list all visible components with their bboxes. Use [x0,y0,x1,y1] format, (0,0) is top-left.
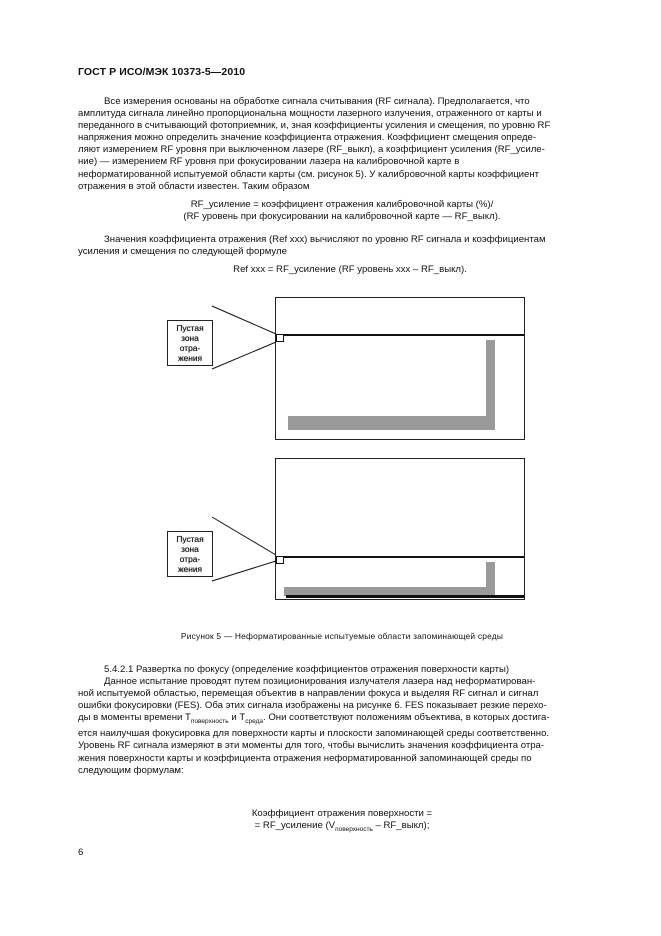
formula-line: = RF_усиление ($V_{поверхность}$ – RF_выкл); [254,820,430,833]
paragraph-line: неформатированной испытуемой области карты (см. рисунок 5). У калибровочной карты коэффициент [78,168,540,180]
paragraph-line: Значения коэффициента отражения (Ref xxx) вычисляют по уровню RF сигнала и коэффициентам [104,234,546,245]
paragraph-line: Все измерения основаны на обработке сигнала считывания (RF сигнала). Предполагается, что [104,96,530,107]
subscript: поверхность [190,718,229,726]
page-number: 6 [78,847,84,858]
paragraph-line: усиления и смещения по следующей формуле [78,246,287,258]
formula-surface-reflection [78,808,606,836]
paragraph-line: ды в моменты времени $T_{поверхность}$ и $T_{среда}$. Они соответствуют положениям объектива, в которых достига- [78,712,550,726]
formula-line: RF_усиление = коэффициент отражения калибровочной карты (%)/ [190,199,494,210]
paragraph-line: амплитуда сигнала линейно пропорциональна мощности лазерного излучения, отраженного от карты и [78,108,542,120]
paragraph-line: Данное испытание проводят путем позиционирования излучателя лазера над неформатирован- [104,676,536,688]
empty-reflection-zone-label-bottom: Пустая зона отра- жения [167,531,213,577]
paragraph-line: ошибки фокусировки (FES). Оба этих сигнала изображены на рисунке 6. FES показывает резкие перехо- [78,700,547,712]
paragraph-line: ние) — измерением RF уровня при фокусировании лазера на калибровочной карте в [78,156,460,168]
paragraph-line: ляют измерением RF уровня при выключенном лазере (RF_выкл), а коэффициент усиления (RF_усиле- [78,144,545,156]
document-header: ГОСТ Р ИСО/МЭК 10373-5—2010 [78,66,246,78]
leader-line [212,517,276,555]
leader-line [212,342,276,369]
leader-line [212,306,276,334]
formula-line: (RF уровень при фокусировании на калибровочной карте — RF_выкл). [183,211,501,223]
paragraph-line: ется наилучшая фокусировка для поверхности карты и плоскости запоминающей среды соответственно. [78,728,550,740]
figure-caption: Рисунок 5 — Неформатированные испытуемые области запоминающей среды [180,631,504,641]
section-focus-sweep [78,664,606,777]
paragraph-line: напряжения можно определить значение коэффициента отражения. Коэффициент смещения опреде- [78,132,537,144]
paragraph-line: ной испытуемой областью, перемещая объектив в направлении фокуса и выделяя RF сигнал и сигнал [78,688,539,700]
paragraph-line: жения поверхности карты и коэффициента отражения неформатированной запоминающей среды по [78,752,532,764]
leader-line [212,561,276,581]
paragraph-line: отражения в этой области известен. Таким образом [78,180,310,192]
formula-ref-xxx: Ref xxx = RF_усиление (RF уровень xxx – RF_выкл). [233,264,467,275]
paragraph-line: следующим формулам: [78,764,184,776]
subscript: поверхность [335,826,373,833]
section-heading: 5.4.2.1 Развертка по фокусу (определение коэффициентов отражения поверхности карты) [104,664,510,675]
formula-line: Коэффициент отражения поверхности = [251,808,433,819]
empty-reflection-zone-label-top: Пустая зона отра- жения [167,320,213,366]
paragraph-line: переданного в считывающий фотоприемник, и, зная коэффициенты усиления и смещения, по уровню RF [78,120,551,132]
subscript: среда [245,718,263,726]
paragraph-line: Уровень RF сигнала измеряют в эти моменты для того, чтобы вычислить значения коэффициента отра- [78,740,545,752]
